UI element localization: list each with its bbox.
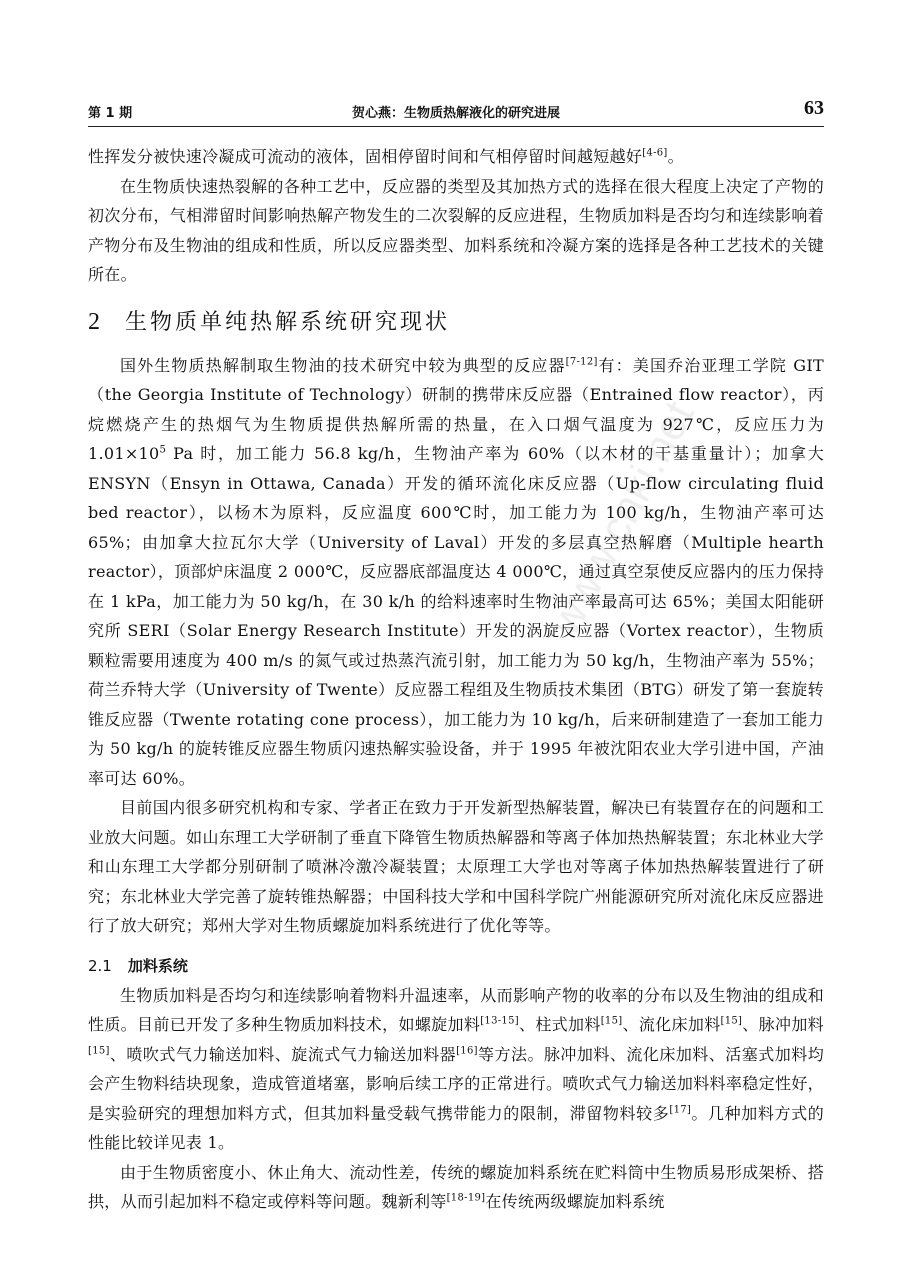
subsection-heading bbox=[88, 951, 824, 981]
paragraph: 在生物质快速热裂解的各种工艺中，反应器的类型及其加热方式的选择在很大程度上决定了产物的初次分布，气相滞留时间影响热解产物发生的二次裂解的反应进程，生物质加料是否均匀和连续影响着产物分布及生物油的组成和性质，所以反应器类型、加料系统和冷凝方案的选择是各种工艺技术的关键所在。 bbox=[88, 176, 824, 284]
citation[interactable]: [4-6] bbox=[642, 147, 668, 159]
paragraph: 性挥发分被快速冷凝成可流动的液体，固相停留时间和气相停留时间越短越好[4-6]。 bbox=[88, 147, 684, 166]
paragraph: 生物质加料是否均匀和连续影响着物料升温速率，从而影响产物的收率的分布以及生物油的组成和性质。目前已开发了多种生物质加料技术，如螺旋加料[13-15]、柱式加料[15]、流化床加料[15]、脉冲加料[15]、喷吹式气力输送加料、旋流式气力输送加料器[16]等方法。脉冲加料、流化床加料、活塞式加料均会产生物料结块现象，造成管道堵塞，影响后续工序的正常进行。喷吹式气力输送加料料率稳定性好，是实验研究的理想加料方式，但其加料量受载气携带能力的限制，滞留物料较多[17]。几种加料方式的性能比较详见表 1。 bbox=[88, 985, 824, 1152]
citation[interactable]: [15] bbox=[600, 1015, 623, 1027]
citation[interactable]: [13-15] bbox=[480, 1015, 519, 1027]
running-header bbox=[88, 96, 824, 127]
page-number: 63 bbox=[804, 97, 824, 119]
section-number: 2 bbox=[88, 308, 103, 335]
citation[interactable]: [16] bbox=[456, 1045, 478, 1057]
section-heading bbox=[88, 298, 824, 347]
paragraph: 国外生物质热解制取生物油的技术研究中较为典型的反应器[7-12]有：美国乔治亚理工学院 GIT（the Georgia Institute of Technology）研制的携带床反应器（Entrained flow reactor），丙烷燃烧产生的热烟气为生物质提供热解所需的热量，在入口烟气温度为 927℃，反应压力为 $1.01\times 10^5$ Pa 时，加工能力 56.8 kg/h，生物油产率为 60%（以木材的干基重量计）；加拿大 ENSYN（Ensyn in Ottawa, Canada）开发的循环流化床反应器（Up-flow circulating fluid bed reactor），以杨木为原料，反应温度 600℃时，加工能力为 100 kg/h，生物油产率可达 65%；由加拿大拉瓦尔大学（University of Laval）开发的多层真空热解磨（Multiple hearth reactor），顶部炉床温度 2 000℃，反应器底部温度达 4 000℃，通过真空泵使反应器内的压力保持在 1 kPa，加工能力为 50 kg/h，在 30 k/h 的给料速率时生物油产率最高可达 65%；美国太阳能研究所 SERI（Solar Energy Research Institute）开发的涡旋反应器（Vortex reactor），生物质颗粒需要用速度为 400 m/s 的氮气或过热蒸汽流引射，加工能力为 50 kg/h，生物油产率为 55%；荷兰乔特大学（University of Twente）反应器工程组及生物质技术集团（BTG）研发了第一套旋转锥反应器（Twente rotating cone process），加工能力为 10 kg/h，后来研制建造了一套加工能力为 50 kg/h 的旋转锥反应器生物质闪速热解实验设备，并于 1995 年被沈阳农业大学引进中国，产油率可达 60%。 bbox=[88, 355, 824, 788]
issue-number: 第 1 期 bbox=[88, 106, 133, 121]
citation[interactable]: [17] bbox=[669, 1104, 692, 1116]
body-text bbox=[88, 142, 824, 1217]
section-title: 生物质单纯热解系统研究现状 bbox=[125, 309, 451, 335]
citation[interactable]: [15] bbox=[88, 1045, 110, 1057]
watermark: www.cnki.net bbox=[540, 393, 704, 644]
subsection-title: 加料系统 bbox=[127, 956, 188, 975]
paragraph: 由于生物质密度小、休止角大、流动性差，传统的螺旋加料系统在贮料筒中生物质易形成架桥、搭拱，从而引起加料不稳定或停料等问题。魏新利等[18-19]在传统两级螺旋加料系统 bbox=[88, 1162, 824, 1211]
citation[interactable]: [15] bbox=[720, 1015, 743, 1027]
citation[interactable]: [18-19] bbox=[446, 1192, 486, 1204]
paragraph: 目前国内很多研究机构和专家、学者正在致力于开发新型热解装置，解决已有装置存在的问题和工业放大问题。如山东理工大学研制了垂直下降管生物质热解器和等离子体加热热解装置；东北林业大学和山东理工大学都分别研制了喷淋冷激冷凝装置；太原理工大学也对等离子体加热热解装置进行了研究；东北林业大学完善了旋转锥热解器；中国科技大学和中国科学院广州能源研究所对流化床反应器进行了放大研究；郑州大学对生物质螺旋加料系统进行了优化等等。 bbox=[88, 798, 824, 935]
superscript-exponent: 5 bbox=[159, 444, 167, 456]
citation[interactable]: [7-12] bbox=[565, 356, 598, 368]
running-title: 贺心燕：生物质热解液化的研究进展 bbox=[351, 106, 560, 121]
subsection-number: 2.1 bbox=[88, 956, 112, 975]
